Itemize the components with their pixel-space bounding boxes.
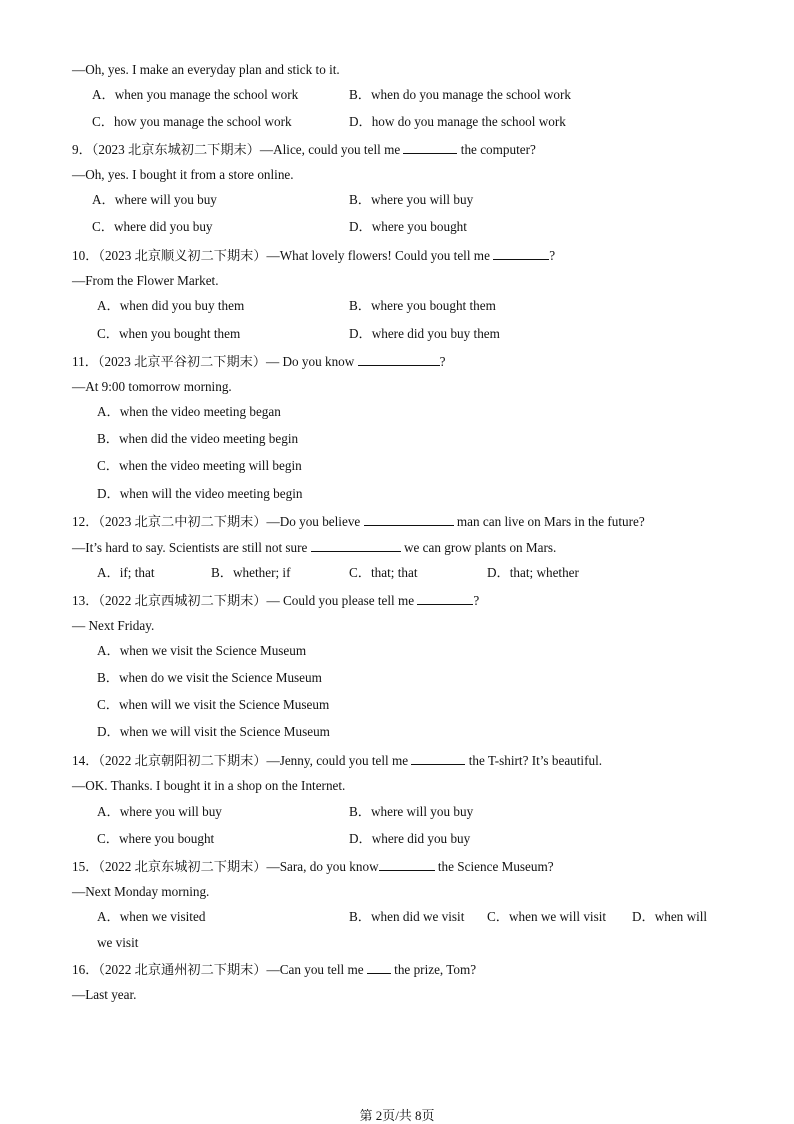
q14-blank xyxy=(411,752,465,765)
q14-reply: —OK. Thanks. I bought it in a shop on the Internet. xyxy=(72,778,346,793)
q13-stem-tail: ? xyxy=(473,593,480,608)
q10-blank xyxy=(493,247,549,260)
q13-option-a: A．when we visit the Science Museum xyxy=(97,643,307,658)
q16-stem xyxy=(72,961,476,978)
q10-reply: —From the Flower Market. xyxy=(72,273,219,288)
q10-stem xyxy=(72,247,555,264)
q15-option-c: C．when we will visit xyxy=(487,909,607,924)
q13-stem-lead: 13．（2022 北京西城初二下期末）— Could you please tell me xyxy=(72,593,415,608)
q15-stem-tail: the Science Museum? xyxy=(437,859,554,874)
q13-option-c: C．when will we visit the Science Museum xyxy=(97,697,330,712)
q14-option-c: C．where you bought xyxy=(97,831,215,846)
q11-option-b: B．when did the video meeting begin xyxy=(97,431,299,446)
q11-stem xyxy=(72,353,445,370)
page-footer: 第 2页/共 8页 xyxy=(359,1108,435,1123)
q12-stem-tail: man can live on Mars in the future? xyxy=(456,514,645,529)
q12-option-b: B．whether; if xyxy=(211,565,291,580)
q9-option-b: B．where you will buy xyxy=(349,192,474,207)
q9-stem-tail: the computer? xyxy=(460,142,536,157)
q9-stem xyxy=(72,141,536,158)
q14-option-b: B．where will you buy xyxy=(349,804,474,819)
q11-reply: —At 9:00 tomorrow morning. xyxy=(72,379,232,394)
q15-reply: —Next Monday morning. xyxy=(72,884,210,899)
q9-reply: —Oh, yes. I bought it from a store online. xyxy=(72,167,294,182)
q15-stem xyxy=(72,858,554,875)
q8-option-a: A．when you manage the school work xyxy=(92,87,299,102)
q9-option-c: C．where did you buy xyxy=(92,219,213,234)
q16-reply: —Last year. xyxy=(72,987,137,1002)
q14-stem xyxy=(72,752,602,769)
q10-option-d: D．where did you buy them xyxy=(349,326,500,341)
q11-stem-tail: ? xyxy=(439,354,446,369)
q11-stem-lead: 11．（2023 北京平谷初二下期末）— Do you know xyxy=(72,354,355,369)
q15-blank xyxy=(379,858,435,871)
q12-reply xyxy=(72,539,556,556)
q12-reply-lead: —It’s hard to say. Scientists are still not sure xyxy=(72,540,308,555)
q12-option-c: C．that; that xyxy=(349,565,418,580)
q8-option-b: B．when do you manage the school work xyxy=(349,87,571,102)
q13-option-b: B．when do we visit the Science Museum xyxy=(97,670,322,685)
q16-stem-tail: the prize, Tom? xyxy=(394,962,477,977)
q15-option-a: A．when we visited xyxy=(97,909,206,924)
q12-reply-tail: we can grow plants on Mars. xyxy=(403,540,557,555)
q8-reply: —Oh, yes. I make an everyday plan and stick to it. xyxy=(72,62,340,77)
q14-stem-tail: the T-shirt? It’s beautiful. xyxy=(468,753,603,768)
q14-option-d: D．where did you buy xyxy=(349,831,471,846)
q12-blank-1 xyxy=(364,513,454,526)
q11-option-c: C．when the video meeting will begin xyxy=(97,458,302,473)
q9-option-d: D．where you bought xyxy=(349,219,467,234)
q9-blank xyxy=(403,141,457,154)
q10-option-c: C．when you bought them xyxy=(97,326,241,341)
q12-option-a: A．if; that xyxy=(97,565,155,580)
q12-stem-lead: 12．（2023 北京二中初二下期末）—Do you believe xyxy=(72,514,361,529)
q13-reply: — Next Friday. xyxy=(72,618,155,633)
q14-option-a: A．where you will buy xyxy=(97,804,222,819)
q8-option-c: C．how you manage the school work xyxy=(92,114,292,129)
q9-option-a: A．where will you buy xyxy=(92,192,217,207)
q10-option-a: A．when did you buy them xyxy=(97,298,245,313)
q16-blank xyxy=(367,961,391,974)
q14-stem-lead: 14．（2022 北京朝阳初二下期末）—Jenny, could you tell me xyxy=(72,753,409,768)
q11-option-d: D．when will the video meeting begin xyxy=(97,486,303,501)
q10-stem-lead: 10．（2023 北京顺义初二下期末）—What lovely flowers! Could you tell me xyxy=(72,248,490,263)
q15-stem-lead: 15．（2022 北京东城初二下期末）—Sara, do you know xyxy=(72,859,379,874)
q9-stem-lead: 9．（2023 北京东城初二下期末）—Alice, could you tell me xyxy=(72,142,401,157)
q12-option-d: D．that; whether xyxy=(487,565,579,580)
q13-stem xyxy=(72,592,479,609)
q15-option-b: B．when did we visit xyxy=(349,909,465,924)
q12-stem xyxy=(72,513,645,530)
q15-option-d-cont: we visit xyxy=(97,935,139,950)
q13-blank xyxy=(417,592,473,605)
q13-option-d: D．when we will visit the Science Museum xyxy=(97,724,330,739)
q16-stem-lead: 16．（2022 北京通州初二下期末）—Can you tell me xyxy=(72,962,364,977)
q11-option-a: A．when the video meeting began xyxy=(97,404,281,419)
q8-option-d: D．how do you manage the school work xyxy=(349,114,566,129)
q15-option-d: D．when will xyxy=(632,909,708,924)
q11-blank xyxy=(358,353,440,366)
q12-blank-2 xyxy=(311,539,401,552)
q10-stem-tail: ? xyxy=(549,248,556,263)
q10-option-b: B．where you bought them xyxy=(349,298,496,313)
